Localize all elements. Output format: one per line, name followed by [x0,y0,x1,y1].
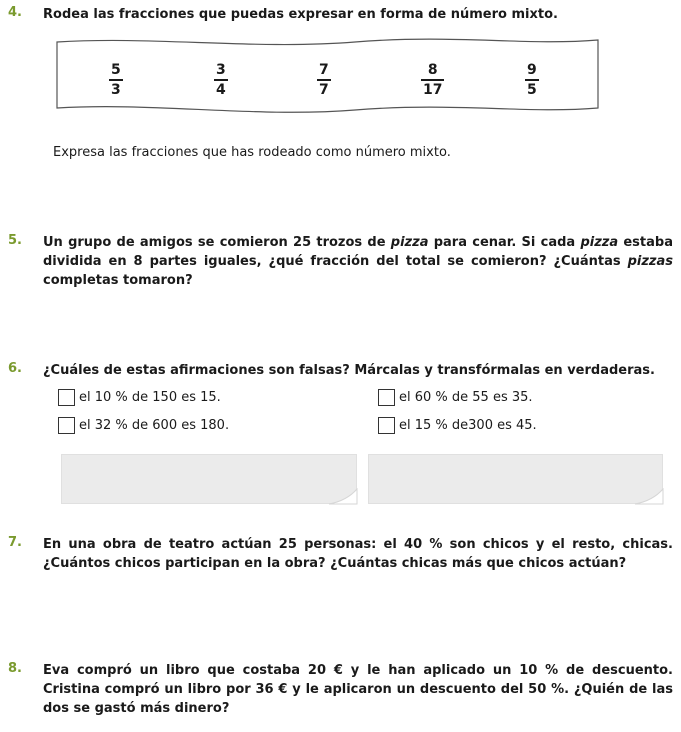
statement-3 [58,417,229,434]
question-4-text: Rodea las fracciones que puedas expresar en forma de número mixto. [43,7,558,22]
fraction-2-numerator: 3 [216,62,226,78]
question-7-number: 7. [8,535,22,550]
answer-note-left[interactable] [61,454,357,504]
fraction-4-denominator: 17 [423,81,443,98]
fraction-2[interactable] [214,62,228,98]
fraction-3-numerator: 7 [319,62,329,78]
statement-4 [378,417,537,434]
fraction-1-numerator: 5 [111,62,121,78]
question-6-text: ¿Cuáles de estas afirmaciones son falsas? Márcalas y transfórmalas en verdaderas. [43,363,655,378]
fraction-5-numerator: 9 [527,62,537,78]
fraction-4[interactable] [421,62,444,98]
question-8-text: Eva compró un libro que costaba 20 € y le han aplicado un 10 % de descuento. Cristina compró un libro por 36 € y le aplicaron un descuento del 50 %. ¿Quién de las dos se gastó más dinero? [43,663,673,716]
statement-3-label: el 32 % de 600 es 180. [79,418,230,433]
question-5-number: 5. [8,233,22,248]
fraction-1-denominator: 3 [111,81,121,98]
page-curl-icon [328,488,358,505]
statement-1 [58,389,221,406]
fraction-bar [109,79,123,81]
question-7-text: En una obra de teatro actúan 25 personas: el 40 % son chicos y el resto, chicas. ¿Cuántos chicos participan en la obra? ¿Cuántas chicas más que chicos actúan? [43,537,673,571]
statement-1-checkbox[interactable] [58,389,75,406]
statement-2-checkbox[interactable] [378,389,395,406]
question-4-subprompt: Expresa las fracciones que has rodeado como número mixto. [53,145,451,160]
fraction-5-denominator: 5 [527,81,537,98]
page-curl-icon [634,488,664,505]
fraction-2-denominator: 4 [216,81,226,98]
statement-4-checkbox[interactable] [378,417,395,434]
fraction-5[interactable] [525,62,539,98]
statement-1-label: el 10 % de 150 es 15. [79,390,221,405]
fraction-bar [525,79,539,81]
statement-2-label: el 60 % de 55 es 35. [399,390,533,405]
statement-4-label: el 15 % de300 es 45. [399,418,537,433]
fraction-bar [421,79,444,81]
question-6-number: 6. [8,361,22,376]
fraction-bar [317,79,331,81]
fraction-3[interactable] [317,62,331,98]
fraction-1[interactable] [109,62,123,98]
fraction-4-numerator: 8 [427,62,438,78]
question-4-number: 4. [8,5,22,20]
fraction-3-denominator: 7 [319,81,329,98]
fraction-bar [214,79,228,81]
question-5-text: Un grupo de amigos se comieron 25 trozos de pizza para cenar. Si cada pizza estaba dividida en 8 partes iguales, ¿qué fracción del total se comieron? ¿Cuántas pizzas completas tomaron? [43,235,673,288]
statement-2 [378,389,533,406]
statement-3-checkbox[interactable] [58,417,75,434]
answer-note-right[interactable] [368,454,663,504]
question-8-number: 8. [8,661,22,676]
